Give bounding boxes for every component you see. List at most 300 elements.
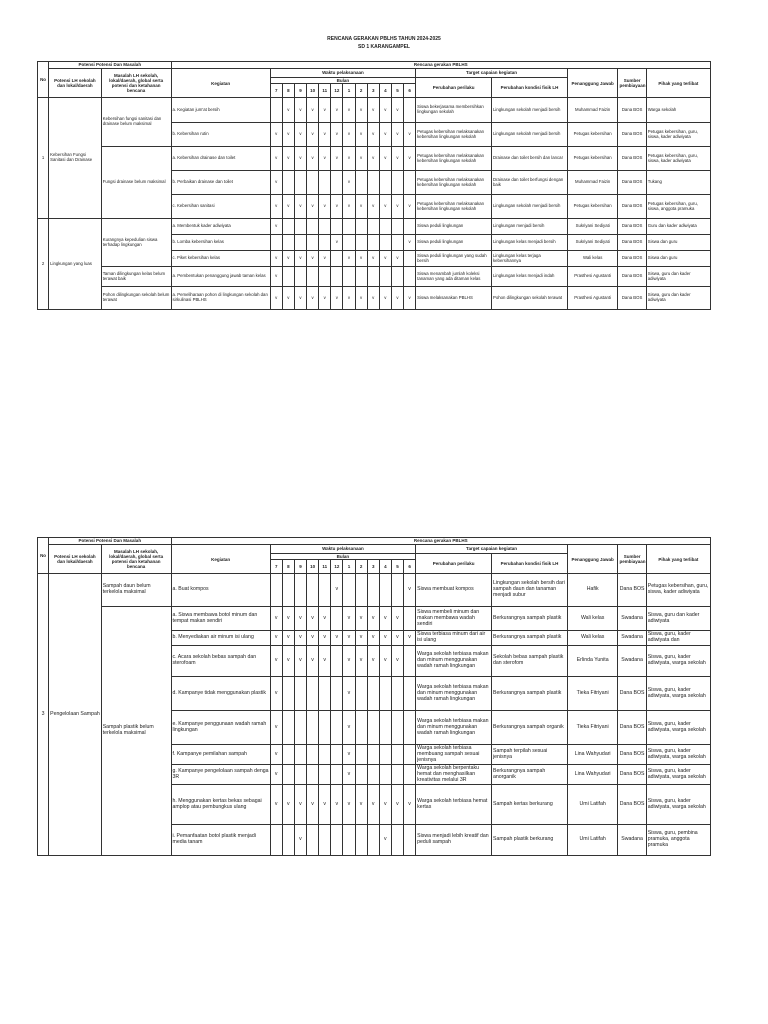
month-check xyxy=(331,745,343,765)
month-check: v xyxy=(331,123,343,147)
perubahan-perilaku: Warga sekolah terbiasa makan dan minum menggunakan wadah ramah lingkungan xyxy=(416,711,492,745)
month-check xyxy=(307,171,319,195)
month-check xyxy=(331,711,343,745)
pihak-terlibat: Siswa, guru dan kader adiwiyata xyxy=(646,267,710,287)
month-check xyxy=(367,745,379,765)
pihak-terlibat: Siswa, guru, kader adiwiyata, warga sekolah xyxy=(646,646,710,677)
month-check: v xyxy=(343,631,355,646)
month-check xyxy=(343,219,355,235)
month-header: 12 xyxy=(331,84,343,98)
month-check: v xyxy=(391,607,403,631)
month-check xyxy=(391,267,403,287)
kegiatan: b. Lomba kebersihan kelas xyxy=(171,235,270,251)
header-perubahan-kondisi: Perubahan kondisi fisik LH xyxy=(492,554,568,574)
month-check xyxy=(331,219,343,235)
perubahan-kondisi: Berkurangnya sampah anorganik xyxy=(492,765,568,785)
month-check: v xyxy=(270,711,282,745)
kegiatan: c. Piket kebersihan kelas xyxy=(171,251,270,267)
kegiatan: b. Menyediakan air minum isi ulang xyxy=(171,631,270,646)
month-check: v xyxy=(343,251,355,267)
month-header: 8 xyxy=(282,560,294,574)
month-check xyxy=(391,219,403,235)
month-check xyxy=(294,574,306,607)
month-check xyxy=(404,607,416,631)
month-check: v xyxy=(270,631,282,646)
month-check: v xyxy=(282,607,294,631)
header-bulan: Bulan xyxy=(270,554,416,560)
header-perubahan-kondisi: Perubahan kondisi fisik LH xyxy=(492,78,568,98)
month-check: v xyxy=(367,123,379,147)
sumber-pembiayaan: Dana BOS xyxy=(618,765,646,785)
month-check xyxy=(282,171,294,195)
month-check xyxy=(307,677,319,711)
month-header: 12 xyxy=(331,560,343,574)
month-check xyxy=(331,171,343,195)
month-check: v xyxy=(379,631,391,646)
header-potensi-group: Potensi Potensi Dan Masalah xyxy=(49,538,171,545)
month-check: v xyxy=(331,98,343,123)
month-check xyxy=(294,677,306,711)
month-check xyxy=(307,267,319,287)
kegiatan: g. Kampanye pengelolaan sampah denga 3R xyxy=(171,765,270,785)
month-check: v xyxy=(343,98,355,123)
perubahan-perilaku: Warga sekolah terbiasa makan dan minum menggunakan wadah ramah lingkungan xyxy=(416,646,492,677)
month-check: v xyxy=(319,195,331,219)
month-check xyxy=(379,219,391,235)
month-check: v xyxy=(367,785,379,825)
masalah-lh: Kebersihan fungsi sanitasi dan drainase belum maksimal xyxy=(101,98,171,147)
month-check: v xyxy=(294,123,306,147)
month-check xyxy=(404,825,416,856)
penanggung-jawab: Tieka Fitriyani xyxy=(567,677,618,711)
perubahan-kondisi: Sampah kertas berkurang xyxy=(492,785,568,825)
table-row xyxy=(38,98,711,123)
month-check: v xyxy=(270,251,282,267)
header-sumber: Sumber pembiayaan xyxy=(618,69,646,98)
month-check: v xyxy=(307,631,319,646)
perubahan-perilaku: Siswa menjadi lebih kreatif dan peduli sampah xyxy=(416,825,492,856)
month-check: v xyxy=(331,195,343,219)
month-check: v xyxy=(343,785,355,825)
month-check xyxy=(270,235,282,251)
month-check xyxy=(343,235,355,251)
month-check xyxy=(319,765,331,785)
month-header: 4 xyxy=(379,84,391,98)
month-check: v xyxy=(270,677,282,711)
month-check: v xyxy=(319,98,331,123)
header-no: No xyxy=(38,62,49,98)
header-perubahan-perilaku: Perubahan perilaku xyxy=(416,554,492,574)
month-check xyxy=(343,574,355,607)
month-check xyxy=(355,171,367,195)
perubahan-perilaku: Petugas kebersihan melaksanakan kebersihan lingkungan sekolah xyxy=(416,123,492,147)
month-check xyxy=(331,607,343,631)
month-check xyxy=(331,251,343,267)
masalah-lh: Sampah plastik belum terkelola maksimal xyxy=(101,607,171,856)
month-check xyxy=(331,765,343,785)
month-header: 4 xyxy=(379,560,391,574)
month-check: v xyxy=(282,123,294,147)
pihak-terlibat: Warga sekolah xyxy=(646,98,710,123)
sumber-pembiayaan: Dana BOS xyxy=(618,219,646,235)
month-check xyxy=(282,219,294,235)
masalah-lh: Kurangnya kepedulian siswa terhadap lingkungan xyxy=(101,219,171,267)
penanggung-jawab: Prasthesi Agustanti xyxy=(567,287,618,310)
sumber-pembiayaan: Dana BOS xyxy=(618,287,646,310)
month-check xyxy=(282,267,294,287)
month-check: v xyxy=(343,765,355,785)
penanggung-jawab: Wali kelas xyxy=(567,607,618,631)
month-check xyxy=(319,711,331,745)
sumber-pembiayaan: Dana BOS xyxy=(618,574,646,607)
penanggung-jawab: Umi Latifah xyxy=(567,825,618,856)
section-number: 2 xyxy=(38,219,49,310)
school-name: SD 1 KARANGAMPEL xyxy=(358,44,410,50)
pihak-terlibat: Tukang xyxy=(646,171,710,195)
month-check: v xyxy=(319,607,331,631)
month-check: v xyxy=(404,123,416,147)
header-bulan: Bulan xyxy=(270,78,416,84)
month-check: v xyxy=(319,287,331,310)
month-check xyxy=(367,171,379,195)
month-header: 7 xyxy=(270,84,282,98)
month-check xyxy=(391,745,403,765)
month-check: v xyxy=(307,195,319,219)
month-check xyxy=(307,825,319,856)
pihak-terlibat: Petugas kebersihan, guru, siswa, anggota pramuka xyxy=(646,195,710,219)
month-check: v xyxy=(379,195,391,219)
perubahan-perilaku: Siswa peduli lingkungan xyxy=(416,235,492,251)
month-check: v xyxy=(404,785,416,825)
header-pihak: Pihak yang terlibat xyxy=(646,545,710,574)
pihak-terlibat: Petugas kebersihan, guru, siswa, kader adiwiyata xyxy=(646,574,710,607)
month-check xyxy=(270,98,282,123)
perubahan-perilaku: Siswa menambah jumlah koleksi tanaman yang ada ditaman kelas xyxy=(416,267,492,287)
kegiatan: c. Acara sekolah bebas sampah dan sterofoam xyxy=(171,646,270,677)
month-check: v xyxy=(294,195,306,219)
month-check: v xyxy=(294,287,306,310)
sumber-pembiayaan: Swadana xyxy=(618,631,646,646)
month-check: v xyxy=(307,646,319,677)
header-no: No xyxy=(38,538,49,574)
header-masalah-lh: Masalah LH sekolah, lokal/daerah, global serta potensi dan ketahanan bencana xyxy=(101,69,171,98)
month-check xyxy=(282,711,294,745)
month-check xyxy=(404,765,416,785)
pihak-terlibat: Petugas kebersihan, guru, siswa, kader adiwiyata xyxy=(646,147,710,171)
perubahan-kondisi: Pohon dilingkungan sekolah terawat xyxy=(492,287,568,310)
sumber-pembiayaan: Swadana xyxy=(618,607,646,631)
month-check: v xyxy=(379,147,391,171)
month-check: v xyxy=(379,607,391,631)
month-check xyxy=(331,677,343,711)
kegiatan: b. Perbaikan drainase dan toilet xyxy=(171,171,270,195)
perubahan-kondisi: Lingkungan kelas terjaga kebersihannya xyxy=(492,251,568,267)
penanggung-jawab: Hafik xyxy=(567,574,618,607)
month-check: v xyxy=(270,219,282,235)
month-check: v xyxy=(319,251,331,267)
month-check xyxy=(379,267,391,287)
month-check: v xyxy=(379,287,391,310)
month-check: v xyxy=(355,287,367,310)
month-check: v xyxy=(367,607,379,631)
month-check xyxy=(343,267,355,287)
month-check: v xyxy=(270,267,282,287)
month-check: v xyxy=(270,765,282,785)
month-check: v xyxy=(282,785,294,825)
month-header: 10 xyxy=(307,560,319,574)
month-check: v xyxy=(404,147,416,171)
month-header: 7 xyxy=(270,560,282,574)
month-check xyxy=(282,745,294,765)
month-header: 8 xyxy=(282,84,294,98)
month-check xyxy=(367,235,379,251)
month-check: v xyxy=(379,98,391,123)
month-header: 5 xyxy=(391,84,403,98)
month-check xyxy=(355,235,367,251)
month-check xyxy=(331,825,343,856)
month-check xyxy=(319,825,331,856)
penanggung-jawab: Muhammad Faizin xyxy=(567,171,618,195)
sumber-pembiayaan: Dana BOS xyxy=(618,195,646,219)
perubahan-kondisi: Drainase dan toilet berfungsi dengan baik xyxy=(492,171,568,195)
month-check: v xyxy=(367,195,379,219)
kegiatan: e. Kampanye penggunaan wadah ramah lingkungan xyxy=(171,711,270,745)
month-check: v xyxy=(343,171,355,195)
month-check xyxy=(404,171,416,195)
kegiatan: a. Kegiatan jum'at bersih xyxy=(171,98,270,123)
month-check: v xyxy=(391,98,403,123)
month-check: v xyxy=(294,825,306,856)
month-check xyxy=(355,765,367,785)
month-check: v xyxy=(391,123,403,147)
month-check xyxy=(294,235,306,251)
month-check: v xyxy=(379,785,391,825)
month-check: v xyxy=(355,631,367,646)
month-check xyxy=(379,745,391,765)
penanggung-jawab: Petugas kebersihan xyxy=(567,147,618,171)
header-masalah-lh: Masalah LH sekolah, lokal/daerah, global serta potensi dan ketahanan bencana xyxy=(101,545,171,574)
perubahan-perilaku: Warga sekolah terbiasa makan dan minum menggunakan wadah ramah lingkungan xyxy=(416,677,492,711)
month-check xyxy=(379,574,391,607)
month-check xyxy=(355,745,367,765)
kegiatan: c. Kebersihan sanitasi xyxy=(171,195,270,219)
month-check xyxy=(367,711,379,745)
sumber-pembiayaan: Dana BOS xyxy=(618,745,646,765)
month-check: v xyxy=(307,607,319,631)
perubahan-kondisi: Lingkungan sekolah menjadi bersih xyxy=(492,195,568,219)
masalah-lh: Fungsi drainase belum maksimal xyxy=(101,147,171,219)
month-header: 3 xyxy=(367,84,379,98)
month-check xyxy=(355,825,367,856)
penanggung-jawab: Lina Wahyudari xyxy=(567,745,618,765)
month-check: v xyxy=(355,123,367,147)
perubahan-perilaku: Siswa terbiasa minum dari air isi ulang xyxy=(416,631,492,646)
month-check: v xyxy=(319,147,331,171)
month-check: v xyxy=(282,646,294,677)
header-potensi-lh: Potensi LH sekolah dan lokal/daerah xyxy=(49,545,102,574)
month-header: 9 xyxy=(294,84,306,98)
table-row xyxy=(38,147,711,171)
month-check xyxy=(294,171,306,195)
month-check: v xyxy=(367,98,379,123)
header-potensi-lh: Potensi LH sekolah dan lokal/daerah xyxy=(49,69,102,98)
kegiatan: i. Pemanfaatan botol plastik menjadi media tanam xyxy=(171,825,270,856)
month-check: v xyxy=(294,98,306,123)
month-check xyxy=(319,235,331,251)
perubahan-perilaku: Warga sekolah terbiasa membuang sampah sesuai jenisnya xyxy=(416,745,492,765)
header-perubahan-perilaku: Perubahan perilaku xyxy=(416,78,492,98)
month-check: v xyxy=(391,785,403,825)
month-check: v xyxy=(270,785,282,825)
header-kegiatan: Kegiatan xyxy=(171,69,270,98)
month-check xyxy=(404,677,416,711)
header-target: Target capaian kegiatan xyxy=(416,545,568,554)
month-check xyxy=(307,711,319,745)
perubahan-perilaku: Siswa peduli lingkungan yang sudah bersih xyxy=(416,251,492,267)
month-check: v xyxy=(319,646,331,677)
perubahan-perilaku: Petugas kebersihan melaksanakan kebersihan lingkungan sekolah xyxy=(416,147,492,171)
month-check: v xyxy=(355,607,367,631)
month-check xyxy=(319,677,331,711)
month-check: v xyxy=(367,251,379,267)
month-check: v xyxy=(294,631,306,646)
perubahan-kondisi: Drainase dan toilet bersih dan lancar xyxy=(492,147,568,171)
potensi-lh: Pengelolaan Sampah xyxy=(49,574,102,856)
kegiatan: a. Pemeliharaan pohon di lingkungan sekolah dan sirkulinasi PBLHS xyxy=(171,287,270,310)
pblhs-plan-table-2 xyxy=(37,537,711,856)
month-check: v xyxy=(355,785,367,825)
month-check xyxy=(391,711,403,745)
month-check xyxy=(282,825,294,856)
month-check xyxy=(319,171,331,195)
month-header: 10 xyxy=(307,84,319,98)
month-check xyxy=(404,219,416,235)
month-check: v xyxy=(331,785,343,825)
masalah-lh: Taman dilingkungan kelas belum terawat baik xyxy=(101,267,171,287)
month-check xyxy=(367,267,379,287)
month-check xyxy=(282,677,294,711)
month-check: v xyxy=(319,631,331,646)
month-check: v xyxy=(355,646,367,677)
month-check xyxy=(355,267,367,287)
month-check: v xyxy=(307,147,319,171)
month-check: v xyxy=(355,251,367,267)
month-check xyxy=(319,745,331,765)
month-header: 2 xyxy=(355,560,367,574)
pihak-terlibat: Siswa, guru dan kader adiwiyata xyxy=(646,607,710,631)
month-check: v xyxy=(294,646,306,677)
month-check: v xyxy=(331,574,343,607)
month-check xyxy=(294,219,306,235)
month-check: v xyxy=(319,785,331,825)
month-check: v xyxy=(270,147,282,171)
month-check xyxy=(294,765,306,785)
month-check: v xyxy=(391,251,403,267)
month-check: v xyxy=(270,646,282,677)
sumber-pembiayaan: Swadana xyxy=(618,825,646,856)
perubahan-perilaku: Siswa peduli lingkungan xyxy=(416,219,492,235)
month-check: v xyxy=(391,646,403,677)
month-check: v xyxy=(379,251,391,267)
sumber-pembiayaan: Dana BOS xyxy=(618,785,646,825)
month-check: v xyxy=(343,677,355,711)
month-check: v xyxy=(367,631,379,646)
month-check xyxy=(367,574,379,607)
month-check xyxy=(307,574,319,607)
sumber-pembiayaan: Dana BOS xyxy=(618,147,646,171)
masalah-lh: Pohon dilingkungan sekolah belum terawat xyxy=(101,287,171,310)
pihak-terlibat: Siswa dan guru xyxy=(646,235,710,251)
kegiatan: h. Menggunakan kertas bekas sebagai amplop atau pembungkus ulang xyxy=(171,785,270,825)
month-check xyxy=(307,219,319,235)
month-check: v xyxy=(307,123,319,147)
month-check: v xyxy=(282,195,294,219)
month-check xyxy=(404,251,416,267)
perubahan-kondisi: Lingkungan sekolah bersih dari sampah daun dan tanaman menjadi subur xyxy=(492,574,568,607)
pihak-terlibat: Siswa, guru, kader adiwiyata, warga sekolah xyxy=(646,785,710,825)
penanggung-jawab: Tieka Fitriyani xyxy=(567,711,618,745)
month-check xyxy=(404,745,416,765)
header-kegiatan: Kegiatan xyxy=(171,545,270,574)
month-check: v xyxy=(343,147,355,171)
month-check: v xyxy=(307,251,319,267)
pihak-terlibat: Siswa dan guru xyxy=(646,251,710,267)
penanggung-jawab: Muhammad Faizin xyxy=(567,98,618,123)
month-check: v xyxy=(343,123,355,147)
month-check xyxy=(367,677,379,711)
month-check: v xyxy=(367,147,379,171)
month-check: v xyxy=(307,287,319,310)
table-row xyxy=(38,607,711,631)
sumber-pembiayaan: Dana BOS xyxy=(618,98,646,123)
month-header: 9 xyxy=(294,560,306,574)
month-header: 6 xyxy=(404,84,416,98)
month-check xyxy=(331,646,343,677)
month-check xyxy=(355,574,367,607)
month-header: 11 xyxy=(319,84,331,98)
perubahan-perilaku: Siswa bekerjasama membersihkan lingkungan sekolah xyxy=(416,98,492,123)
month-check: v xyxy=(404,195,416,219)
month-check xyxy=(367,219,379,235)
month-header: 1 xyxy=(343,560,355,574)
month-header: 3 xyxy=(367,560,379,574)
month-check: v xyxy=(355,98,367,123)
month-check: v xyxy=(282,631,294,646)
month-check xyxy=(270,825,282,856)
sumber-pembiayaan: Dana BOS xyxy=(618,123,646,147)
month-check: v xyxy=(331,631,343,646)
perubahan-perilaku: Siswa melaksanakan PBLHS xyxy=(416,287,492,310)
month-check: v xyxy=(404,287,416,310)
month-check xyxy=(379,765,391,785)
pihak-terlibat: Guru dan kader adiwiyata xyxy=(646,219,710,235)
kegiatan: f. Kampanye pemilahan sampah xyxy=(171,745,270,765)
month-check: v xyxy=(391,195,403,219)
pihak-terlibat: Siswa, guru dan kader adiwiyata xyxy=(646,287,710,310)
sumber-pembiayaan: Swadana xyxy=(618,646,646,677)
penanggung-jawab: Petugas kebersihan xyxy=(567,123,618,147)
month-check: v xyxy=(294,251,306,267)
document-title: RENCANA GERAKAN PBLHS TAHUN 2024-2025 xyxy=(327,36,441,42)
month-check: v xyxy=(343,711,355,745)
month-check: v xyxy=(270,745,282,765)
penanggung-jawab: Umi Latifah xyxy=(567,785,618,825)
month-check xyxy=(379,171,391,195)
month-check xyxy=(294,711,306,745)
month-check xyxy=(379,711,391,745)
perubahan-perilaku: Petugas kebersihan melaksanakan kebersihan lingkungan sekolah xyxy=(416,171,492,195)
month-check: v xyxy=(343,195,355,219)
